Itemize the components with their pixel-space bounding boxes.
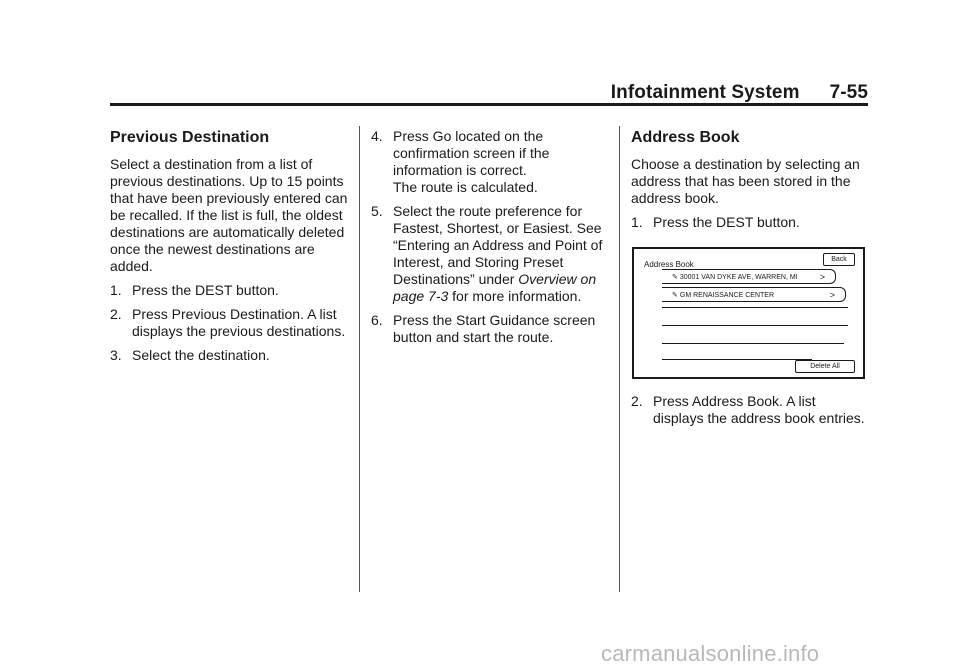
address-entry[interactable] bbox=[662, 269, 836, 284]
step-text: Press the Start Guidance screen button and start the route. bbox=[393, 312, 596, 345]
empty-entry-line bbox=[662, 343, 844, 344]
step-5 bbox=[371, 203, 611, 305]
step-number: 4. bbox=[371, 128, 383, 144]
step-2 bbox=[110, 306, 350, 340]
back-button[interactable]: Back bbox=[823, 253, 855, 266]
column-divider-1 bbox=[359, 126, 360, 592]
page-header bbox=[608, 82, 868, 104]
step-2 bbox=[631, 393, 868, 427]
step-text: Press Go located on the confirmation screen if the information is correct. bbox=[393, 128, 550, 178]
column-divider-2 bbox=[619, 126, 620, 592]
header-rule bbox=[110, 103, 868, 106]
heading-address-book: Address Book bbox=[631, 129, 740, 146]
step-4 bbox=[371, 128, 611, 196]
section-title: Infotainment System bbox=[610, 82, 800, 103]
page-number: 7-55 bbox=[829, 82, 868, 103]
column-address-book bbox=[631, 128, 868, 434]
pin-icon: ✎ bbox=[672, 292, 678, 299]
screen-title: Address Book bbox=[644, 260, 694, 269]
step-text: Select the route preference for Fastest, Shortest, or Easiest. See “Entering an Address and Point of Interest, and Storing Preset Destinations” under bbox=[393, 203, 603, 287]
step-1 bbox=[631, 214, 868, 231]
column-previous-destination bbox=[110, 128, 350, 371]
step-number: 1. bbox=[631, 214, 643, 230]
empty-entry-line bbox=[662, 307, 848, 308]
intro-paragraph: Choose a destination by selecting an address that has been stored in the address book. bbox=[631, 156, 860, 206]
column-steps-continued bbox=[371, 128, 611, 353]
step-3 bbox=[110, 347, 350, 364]
step-number: 2. bbox=[631, 393, 643, 409]
step-text: Press the DEST button. bbox=[132, 282, 279, 298]
empty-entry-line bbox=[662, 325, 848, 326]
step-text: Press Previous Destination. A list displays the previous destinations. bbox=[132, 306, 346, 339]
pin-icon: ✎ bbox=[672, 274, 678, 281]
step-number: 1. bbox=[110, 282, 122, 298]
step-text: Press Address Book. A list displays the address book entries. bbox=[653, 393, 865, 426]
step-number: 6. bbox=[371, 312, 383, 328]
heading-previous-destination: Previous Destination bbox=[110, 129, 270, 146]
step-text: Press the DEST button. bbox=[653, 214, 800, 230]
step-text-end: for more information. bbox=[448, 288, 582, 304]
step-number: 2. bbox=[110, 306, 122, 322]
empty-entry-line bbox=[662, 359, 812, 360]
chevron-right-icon: > bbox=[819, 272, 825, 282]
address-book-screen-illustration bbox=[632, 247, 865, 379]
intro-paragraph: Select a destination from a list of previous destinations. Up to 15 points that have been previously entered can be recalled. If the list is full, the oldest destinations are automatically deleted once the newest destinations are added. bbox=[110, 156, 348, 274]
step-6 bbox=[371, 312, 611, 346]
step-1 bbox=[110, 282, 350, 299]
delete-all-button[interactable]: Delete All bbox=[795, 360, 855, 373]
chevron-right-icon: > bbox=[829, 290, 835, 300]
entry-label: 30001 VAN DYKE AVE, WARREN, MI bbox=[679, 274, 798, 281]
step-result: The route is calculated. bbox=[393, 179, 538, 195]
entry-label: GM RENAISSANCE CENTER bbox=[679, 292, 774, 299]
step-number: 5. bbox=[371, 203, 383, 219]
cross-reference-link[interactable]: Overview on page 7-3 bbox=[393, 271, 597, 304]
address-entry[interactable] bbox=[662, 287, 846, 302]
step-text: Select the destination. bbox=[132, 347, 270, 363]
watermark: carmanualsonline.info bbox=[601, 641, 820, 666]
step-number: 3. bbox=[110, 347, 122, 363]
